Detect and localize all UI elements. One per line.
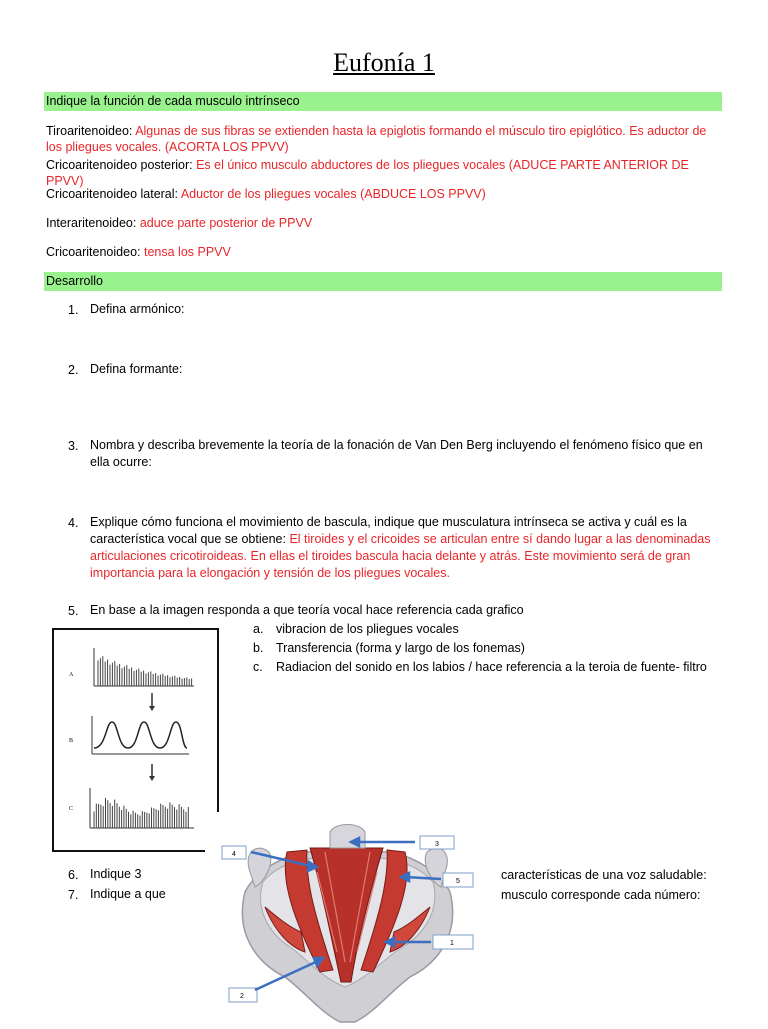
anatomy-label-4: 4 [232,851,236,858]
item-answer: Aductor de los pliegues vocales (ABDUCE LOS PPVV) [180,187,486,201]
graph-svg [54,630,217,850]
question-7-start: Indique a que [90,887,166,901]
anatomy-label-1: 1 [450,940,454,947]
item-answer: Algunas de sus fibras se extienden hasta la epiglotis formando el músculo tiro epiglótico. Es aductor de [135,124,707,138]
sub-answer-c: Radiacion del sonido en los labios / hace referencia a la teroia de fuente- filtro [276,660,707,674]
anatomy-label-5: 5 [456,878,460,885]
section-heading-muscles: Indique la función de cada musculo intrínseco [44,92,722,111]
question-number: 2. [68,363,79,377]
question-5: En base a la imagen responda a que teoría vocal hace referencia cada grafico [90,603,524,617]
anatomy-label-3: 3 [435,841,439,848]
question-3 [90,437,722,471]
question-4-prompt-end: característica vocal que se obtiene: [90,532,286,546]
item-answer: Es el único musculo abductores de los pliegues vocales (ADUCE PARTE ANTERIOR DE PPVV) [46,158,689,188]
question-number: 5. [68,604,79,618]
question-4 [90,514,722,582]
item-label: Interaritenoideo: [46,216,137,230]
item-label: Cricoaritenoideo posterior: [46,158,193,172]
item-answer: tensa los PPVV [143,245,231,259]
sub-answer-a: vibracion de los pliegues vocales [276,622,459,636]
anatomy-label-2: 2 [240,993,244,1000]
source-filter-graph-figure [52,628,219,852]
question-3-line1: Nombra y describa brevemente la teoría de la fonación de Van Den Berg incluyendo el fenómeno físico que en [90,438,703,452]
item-interaritenoideo [46,215,726,231]
question-4-line1: Explique cómo funciona el movimiento de bascula, indique que musculatura intrínseca se activa y cuál es la [90,515,687,529]
item-cricoaritenoideo-lateral [46,186,726,202]
graph-label-c: C [69,806,74,812]
question-number: 6. [68,868,79,882]
question-6-start: Indique 3 [90,867,142,881]
page-title: Eufonía 1 [333,48,435,77]
question-4-answer-start: El tiroides y el cricoides se articulan entre sí dando lugar a las denominadas [289,532,711,546]
question-number: 3. [68,439,79,453]
sub-answer-b: Transferencia (forma y largo de los fonemas) [276,641,525,655]
question-6-end: características de una voz saludable: [501,868,707,882]
item-label: Cricoaritenoideo lateral: [46,187,179,201]
question-3-line2: ella ocurre: [90,455,152,469]
item-answer: aduce parte posterior de PPVV [139,216,313,230]
anatomy-svg [205,812,490,1024]
item-label: Cricoaritenoideo: [46,245,141,259]
item-cricoaritenoideo-posterior [46,157,726,189]
sub-letter: c. [253,660,263,674]
question-1: Defina armónico: [90,302,185,316]
question-4-answer-line4: importancia para la elongación y tensión de los pliegues vocales. [90,566,450,580]
question-number: 7. [68,888,79,902]
larynx-muscles-illustration [205,812,490,1024]
question-2: Defina formante: [90,362,183,376]
question-4-answer-line3: articulaciones cricotiroideas. En ellas el tiroides bascula hacia delante y atrás. Este movimiento será de gran [90,549,691,563]
graph-label-b: B [69,738,74,744]
item-cricoaritenoideo [46,244,726,260]
item-label: Tiroaritenoideo: [46,124,133,138]
question-number: 4. [68,516,79,530]
question-7-end: musculo corresponde cada número: [501,888,701,902]
item-tiroaritenoideo [46,123,726,139]
item-answer-continuation: los pliegues vocales. (ACORTA LOS PPVV) [46,140,289,154]
question-number: 1. [68,303,79,317]
graph-label-a: A [69,672,74,678]
sub-letter: b. [253,641,264,655]
section-heading-desarrollo: Desarrollo [44,272,722,291]
sub-letter: a. [253,622,264,636]
question-4-line2 [90,531,722,548]
